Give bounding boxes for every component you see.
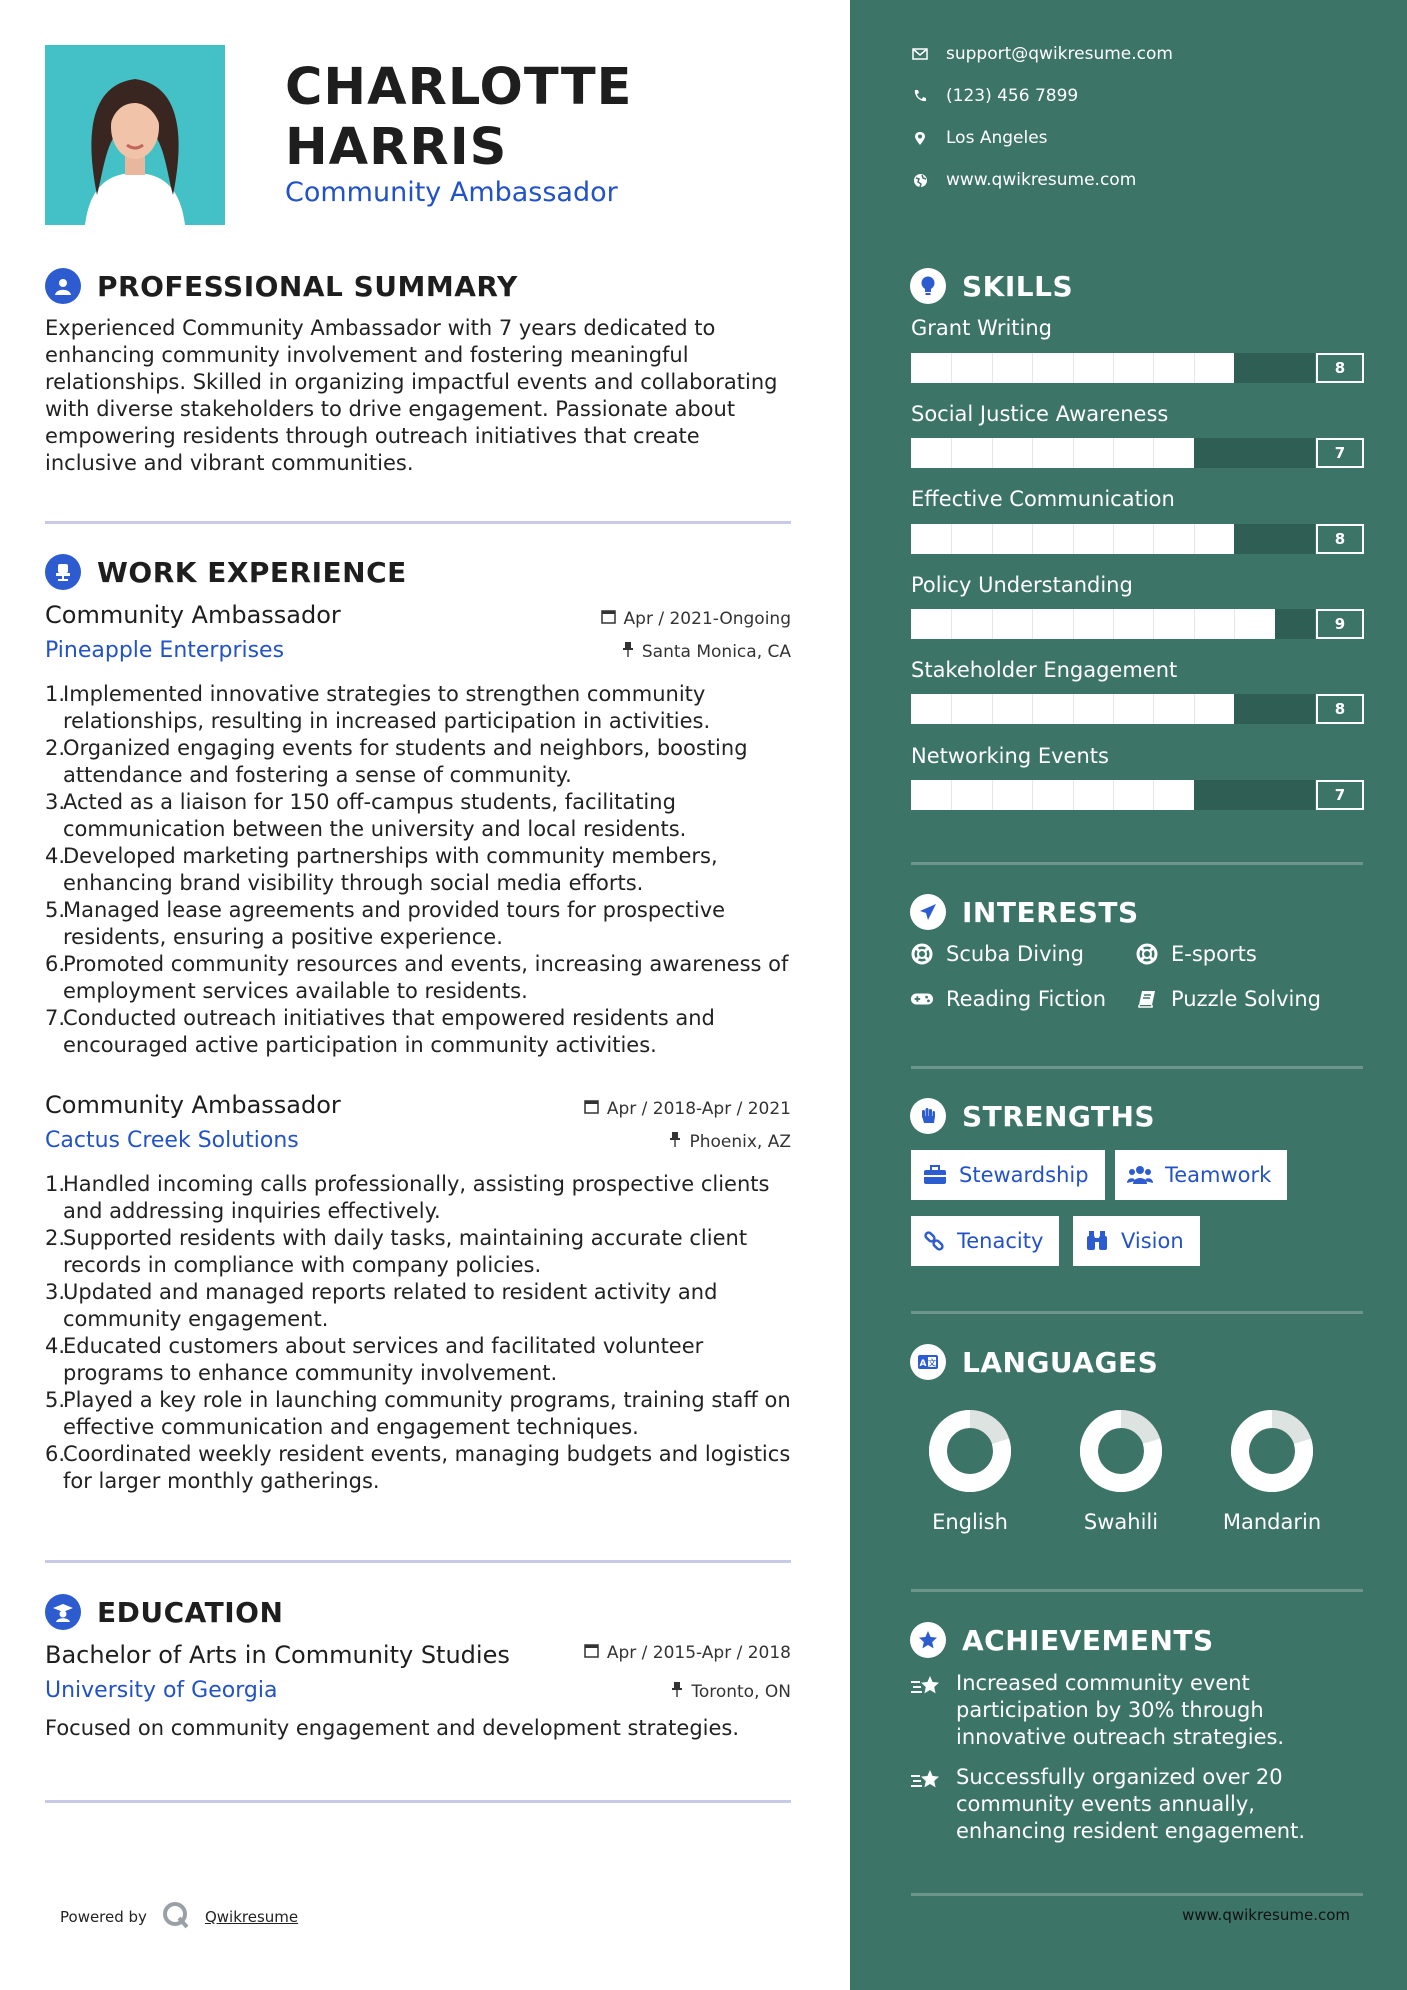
strength-label: Vision <box>1121 1229 1184 1253</box>
skill-name: Grant Writing <box>911 316 1052 340</box>
contact-email[interactable] <box>910 44 1173 64</box>
language-ring <box>927 1408 1013 1494</box>
skill-segment <box>1234 609 1235 639</box>
job1-title: Community Ambassador <box>45 601 341 629</box>
paper-plane-icon <box>910 894 946 930</box>
pin-icon <box>671 1682 683 1702</box>
summary-text <box>45 315 795 477</box>
list-item: 5. Managed lease agreements and provided tours for prospective residents, ensuring a positive experience. <box>45 898 726 949</box>
strengths-heading <box>910 1098 1155 1134</box>
skill-segment <box>1073 609 1074 639</box>
achievement-item <box>910 1764 1350 1845</box>
skill-name: Networking Events <box>911 744 1109 768</box>
job2-location <box>669 1132 791 1152</box>
interests-title: INTERESTS <box>962 895 1139 929</box>
lifebuoy-icon <box>910 943 934 965</box>
strengths-title: STRENGTHS <box>962 1099 1156 1133</box>
candidate-title: Community Ambassador <box>285 177 618 208</box>
education-heading <box>45 1594 283 1630</box>
job2-company: Cactus Creek Solutions <box>45 1128 299 1153</box>
summary-line: inclusive and vibrant communities. <box>45 451 414 475</box>
job1-dates-text: Apr / 2021-Ongoing <box>623 609 791 629</box>
skill-score: 9 <box>1316 609 1364 639</box>
section-divider <box>45 1560 791 1563</box>
skill-name: Social Justice Awareness <box>911 402 1169 426</box>
skill-segment <box>1153 438 1154 468</box>
contact-email-text: support@qwikresume.com <box>946 44 1173 64</box>
skill-segment <box>1073 524 1074 554</box>
qwikresume-logo-icon <box>161 1900 191 1934</box>
skill-score: 8 <box>1316 524 1364 554</box>
list-item: 7. Conducted outreach initiatives that empowered residents and encouraged active participation in community activities. <box>45 1006 715 1057</box>
interest-item <box>1135 987 1321 1011</box>
skill-score: 7 <box>1316 438 1364 468</box>
strength-label: Teamwork <box>1165 1163 1272 1187</box>
skill-segment <box>1113 694 1114 724</box>
interest-item <box>1135 942 1257 966</box>
list-item: 1. Handled incoming calls professionally, assisting prospective clients and addressing inquiries effectively. <box>45 1172 770 1223</box>
skill-bar <box>911 524 1315 554</box>
achievement-line: innovative outreach strategies. <box>956 1725 1285 1749</box>
skill-segment <box>1153 524 1154 554</box>
gamepad-icon <box>910 991 934 1007</box>
languages-heading <box>910 1344 1158 1380</box>
section-divider <box>911 1893 1363 1896</box>
skill-fill <box>911 438 1194 468</box>
interest-label: E-sports <box>1171 942 1257 966</box>
skill-segment <box>992 353 993 383</box>
degree-title: Bachelor of Arts in Community Studies <box>45 1641 510 1669</box>
skill-bar <box>911 438 1315 468</box>
work-heading <box>45 554 407 590</box>
interest-label: Puzzle Solving <box>1171 987 1321 1011</box>
shooting-star-icon <box>910 1764 944 1845</box>
svg-text:A: A <box>919 1359 927 1369</box>
achievement-line: Successfully organized over 20 <box>956 1765 1283 1789</box>
interest-item <box>910 942 1084 966</box>
lifebuoy-icon <box>1135 943 1159 965</box>
skill-name: Effective Communication <box>911 487 1175 511</box>
skill-segment <box>1032 524 1033 554</box>
skill-segment <box>951 524 952 554</box>
strength-label: Stewardship <box>959 1163 1089 1187</box>
skill-score: 7 <box>1316 780 1364 810</box>
skill-segment <box>1032 694 1033 724</box>
achievement-line: community events annually, <box>956 1792 1255 1816</box>
education-description: Focused on community engagement and development strategies. <box>45 1716 740 1740</box>
list-item: 2. Organized engaging events for students and neighbors, boosting attendance and fostering a sense of community. <box>45 736 748 787</box>
skill-segment <box>992 438 993 468</box>
powered-by <box>60 1900 298 1934</box>
skill-segment <box>1194 609 1195 639</box>
job2-dates <box>584 1099 791 1119</box>
work-title: WORK EXPERIENCE <box>97 555 407 589</box>
skill-segment <box>1153 353 1154 383</box>
job1-dates <box>601 609 791 629</box>
powered-by-label: Powered by <box>60 1908 147 1926</box>
list-item: 6. Coordinated weekly resident events, managing budgets and logistics for larger monthly gatherings. <box>45 1442 791 1493</box>
skill-segment <box>1153 609 1154 639</box>
languages-title: LANGUAGES <box>962 1345 1159 1379</box>
translate-icon <box>910 1344 946 1380</box>
job1-company: Pineapple Enterprises <box>45 638 285 663</box>
skill-segment <box>1032 609 1033 639</box>
list-item: 3. Acted as a liaison for 150 off-campus students, facilitating communication between the university and local residents. <box>45 790 687 841</box>
skill-segment <box>1032 353 1033 383</box>
summary-line: relationships. Skilled in organizing impactful events and collaborating <box>45 370 778 394</box>
name-first: CHARLOTTE <box>285 58 633 117</box>
skill-segment <box>1073 780 1074 810</box>
job2-bullets <box>45 1171 805 1495</box>
skill-segment <box>951 609 952 639</box>
list-item: 3. Updated and managed reports related to resident activity and community engagement. <box>45 1280 718 1331</box>
skill-segment <box>992 694 993 724</box>
summary-heading <box>45 268 518 304</box>
pin-icon <box>622 642 634 662</box>
shooting-star-icon <box>910 1670 944 1751</box>
skill-bar <box>911 780 1315 810</box>
education-location-text: Toronto, ON <box>691 1682 791 1702</box>
candidate-name <box>285 58 632 178</box>
skill-segment <box>1153 780 1154 810</box>
summary-line: Experienced Community Ambassador with 7 years dedicated to <box>45 316 716 340</box>
skill-segment <box>1194 694 1195 724</box>
skill-segment <box>951 438 952 468</box>
section-divider <box>911 1311 1363 1314</box>
interest-item <box>910 987 1106 1011</box>
skill-segment <box>1032 780 1033 810</box>
skill-segment <box>951 694 952 724</box>
skill-segment <box>951 353 952 383</box>
skill-score: 8 <box>1316 694 1364 724</box>
envelope-icon <box>910 48 930 60</box>
profile-photo <box>45 45 225 225</box>
skill-segment <box>1113 780 1114 810</box>
skill-segment <box>1113 438 1114 468</box>
list-item: 6. Promoted community resources and events, increasing awareness of employment services available to residents. <box>45 952 789 1003</box>
achievements-title: ACHIEVEMENTS <box>962 1623 1214 1657</box>
map-pin-icon <box>910 131 930 146</box>
globe-icon <box>910 173 930 188</box>
skill-bar <box>911 609 1315 639</box>
skill-name: Stakeholder Engagement <box>911 658 1178 682</box>
summary-line: empowering residents through outreach initiatives that create <box>45 424 700 448</box>
svg-text:文: 文 <box>928 1358 936 1368</box>
skill-segment <box>992 609 993 639</box>
contact-website[interactable] <box>910 170 1136 190</box>
skill-segment <box>1113 353 1114 383</box>
list-item: 2. Supported residents with daily tasks, maintaining accurate client records in compliance with company policies. <box>45 1226 748 1277</box>
education-location <box>671 1682 791 1702</box>
achievement-line: participation by 30% through <box>956 1698 1264 1722</box>
powered-by-brand-link[interactable]: Qwikresume <box>204 1908 299 1926</box>
achievements-heading <box>910 1622 1214 1658</box>
skill-segment <box>1153 694 1154 724</box>
binoculars-icon <box>1085 1230 1109 1252</box>
list-item: 5. Played a key role in launching community programs, training staff on effective communication and engagement techniques. <box>45 1388 791 1439</box>
language-name: Mandarin <box>1222 1510 1322 1534</box>
strength-tag <box>1115 1150 1287 1200</box>
briefcase-icon <box>923 1165 947 1185</box>
job1-bullets <box>45 681 805 1059</box>
strength-tag <box>911 1216 1059 1266</box>
language-name: Swahili <box>1083 1510 1159 1534</box>
list-item: 4. Developed marketing partnerships with community members, enhancing brand visibility through social media efforts. <box>45 844 718 895</box>
list-item: 1. Implemented innovative strategies to strengthen community relationships, resulting in increased participation in activities. <box>45 682 711 733</box>
skill-segment <box>951 780 952 810</box>
skill-fill <box>911 780 1194 810</box>
job2-title: Community Ambassador <box>45 1091 341 1119</box>
skill-bar <box>911 353 1315 383</box>
language-ring <box>1229 1408 1315 1494</box>
footer-website[interactable]: www.qwikresume.com <box>1182 1906 1350 1924</box>
education-dates <box>584 1643 791 1663</box>
phone-icon <box>910 89 930 103</box>
achievement-item <box>910 1670 1350 1751</box>
skill-name: Policy Understanding <box>911 573 1133 597</box>
language-name: English <box>932 1510 1008 1534</box>
skill-segment <box>1194 353 1195 383</box>
star-icon <box>910 1622 946 1658</box>
skills-heading <box>910 268 1073 304</box>
contact-website-text: www.qwikresume.com <box>946 170 1137 190</box>
fist-icon <box>910 1098 946 1134</box>
skill-bar <box>911 694 1315 724</box>
name-last: HARRIS <box>285 118 508 177</box>
strength-tag <box>911 1150 1105 1200</box>
skill-score: 8 <box>1316 353 1364 383</box>
skills-title: SKILLS <box>962 269 1074 303</box>
skill-segment <box>992 780 993 810</box>
pin-icon <box>669 1132 681 1152</box>
users-icon <box>1127 1165 1153 1185</box>
calendar-icon <box>584 1099 599 1119</box>
lightbulb-icon <box>910 268 946 304</box>
school-name: University of Georgia <box>45 1678 278 1703</box>
link-icon <box>923 1230 945 1252</box>
job1-location-text: Santa Monica, CA <box>641 642 791 662</box>
job2-location-text: Phoenix, AZ <box>689 1132 791 1152</box>
achievement-line: enhancing resident engagement. <box>956 1819 1306 1843</box>
education-dates-text: Apr / 2015-Apr / 2018 <box>606 1643 791 1663</box>
book-icon <box>1135 989 1159 1009</box>
skill-segment <box>1194 524 1195 554</box>
achievement-line: Increased community event <box>956 1671 1250 1695</box>
contact-location-text: Los Angeles <box>946 128 1048 148</box>
contact-phone[interactable] <box>910 86 1078 106</box>
skill-segment <box>1032 438 1033 468</box>
contact-phone-text: (123) 456 7899 <box>946 86 1079 106</box>
interest-label: Reading Fiction <box>946 987 1107 1011</box>
education-title: EDUCATION <box>97 1595 284 1629</box>
section-divider <box>911 1066 1363 1069</box>
user-icon <box>45 268 81 304</box>
sidebar <box>850 0 1407 1990</box>
contact-location <box>910 128 1048 148</box>
strength-tag <box>1073 1216 1200 1266</box>
skill-segment <box>1073 353 1074 383</box>
graduate-icon <box>45 1594 81 1630</box>
calendar-icon <box>601 609 616 629</box>
list-item: 4. Educated customers about services and facilitated volunteer programs to enhance community involvement. <box>45 1334 704 1385</box>
calendar-icon <box>584 1643 599 1663</box>
language-ring <box>1078 1408 1164 1494</box>
job2-dates-text: Apr / 2018-Apr / 2021 <box>606 1099 791 1119</box>
section-divider <box>45 521 791 524</box>
skill-segment <box>1113 609 1114 639</box>
skill-segment <box>1113 524 1114 554</box>
summary-title: PROFESSIONAL SUMMARY <box>97 269 518 303</box>
summary-line: with diverse stakeholders to drive engagement. Passionate about <box>45 397 736 421</box>
interests-heading <box>910 894 1139 930</box>
section-divider <box>911 1589 1363 1592</box>
section-divider <box>45 1800 791 1803</box>
skill-segment <box>1073 694 1074 724</box>
skill-segment <box>992 524 993 554</box>
section-divider <box>911 862 1363 865</box>
strength-label: Tenacity <box>957 1229 1044 1253</box>
interest-label: Scuba Diving <box>946 942 1084 966</box>
skill-fill <box>911 609 1275 639</box>
chair-icon <box>45 554 81 590</box>
job1-location <box>622 642 791 662</box>
skill-segment <box>1073 438 1074 468</box>
summary-line: enhancing community involvement and fostering meaningful <box>45 343 689 367</box>
